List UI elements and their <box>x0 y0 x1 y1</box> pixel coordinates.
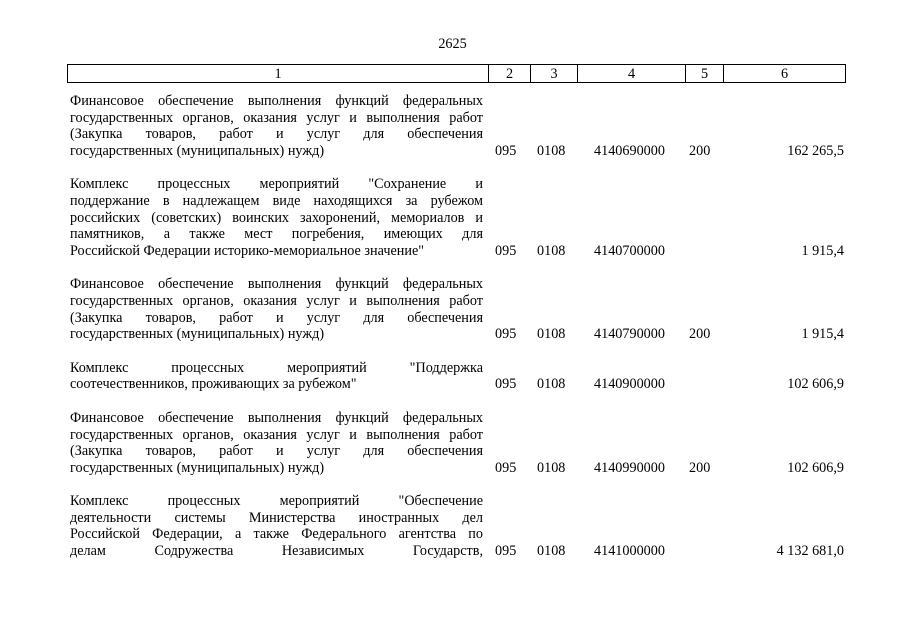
target-article-code: 4140700000 <box>594 242 665 259</box>
budget-rows <box>0 93 905 577</box>
ministry-code: 095 <box>495 543 517 560</box>
row-description <box>70 176 483 259</box>
description-line: государственных органов, оказания услуг и выполнения работ <box>70 292 483 309</box>
table-row <box>0 493 905 559</box>
description-line: Комплекс процессных мероприятий "Обеспечение <box>70 493 483 510</box>
column-header-3: 3 <box>531 65 578 83</box>
expense-type-code: 200 <box>689 142 711 159</box>
column-header-2: 2 <box>489 65 531 83</box>
description-line: деятельности системы Министерства иностранных дел <box>70 509 483 526</box>
table-row <box>0 176 905 259</box>
column-header-table <box>67 64 846 83</box>
column-header-1: 1 <box>68 65 489 83</box>
description-line: Финансовое обеспечение выполнения функций федеральных <box>70 409 483 426</box>
description-line: Финансовое обеспечение выполнения функций федеральных <box>70 276 483 293</box>
description-line: Комплекс процессных мероприятий "Поддержка <box>70 359 483 376</box>
description-line: Финансовое обеспечение выполнения функций федеральных <box>70 93 483 109</box>
amount: 1 915,4 <box>801 326 844 343</box>
table-row <box>0 360 905 393</box>
section-code: 0108 <box>537 376 566 393</box>
section-code: 0108 <box>537 543 566 560</box>
target-article-code: 4141000000 <box>594 543 665 560</box>
target-article-code: 4140690000 <box>594 142 665 159</box>
table-row <box>0 276 905 342</box>
page-number: 2625 <box>438 36 467 52</box>
description-line: Российской Федерации историко-мемориальное значение" <box>70 242 425 259</box>
row-description <box>70 410 483 476</box>
section-code: 0108 <box>537 326 566 343</box>
description-line: соотечественников, проживающих за рубежом" <box>70 376 357 393</box>
column-header-4: 4 <box>578 65 686 83</box>
description-line: государственных органов, оказания услуг и выполнения работ <box>70 426 483 443</box>
amount: 4 132 681,0 <box>776 543 844 560</box>
ministry-code: 095 <box>495 142 517 159</box>
description-line: поддержание в надлежащем виде находящихся за рубежом <box>70 192 483 209</box>
ministry-code: 095 <box>495 376 517 393</box>
description-line: государственных органов, оказания услуг и выполнения работ <box>70 109 483 126</box>
expense-type-code: 200 <box>689 326 711 343</box>
description-line: (Закупка товаров, работ и услуг для обеспечения <box>70 309 483 326</box>
amount: 162 265,5 <box>787 142 844 159</box>
table-row <box>0 93 905 159</box>
description-line: (Закупка товаров, работ и услуг для обеспечения <box>70 126 483 143</box>
description-line: Комплекс процессных мероприятий "Сохранение и <box>70 176 483 193</box>
description-line: делам Содружества Независимых Государств, <box>70 543 483 560</box>
row-description <box>70 360 483 393</box>
target-article-code: 4140790000 <box>594 326 665 343</box>
column-header-6: 6 <box>724 65 846 83</box>
table-row <box>0 410 905 476</box>
ministry-code: 095 <box>495 242 517 259</box>
amount: 102 606,9 <box>787 376 844 393</box>
description-line: государственных (муниципальных) нужд) <box>70 459 325 476</box>
section-code: 0108 <box>537 242 566 259</box>
description-line: государственных (муниципальных) нужд) <box>70 326 325 343</box>
row-description <box>70 93 483 159</box>
column-header-5: 5 <box>686 65 724 83</box>
description-line: Российской Федерации, а также Федерального агентства по <box>70 526 483 543</box>
amount: 102 606,9 <box>787 459 844 476</box>
description-line: государственных (муниципальных) нужд) <box>70 142 325 159</box>
amount: 1 915,4 <box>801 242 844 259</box>
column-header-row <box>68 65 846 83</box>
ministry-code: 095 <box>495 326 517 343</box>
target-article-code: 4140900000 <box>594 376 665 393</box>
description-line: памятников, а также мест погребения, имеющих для <box>70 226 483 243</box>
section-code: 0108 <box>537 459 566 476</box>
description-line: российских (советских) воинских захоронений, мемориалов и <box>70 209 483 226</box>
row-description <box>70 276 483 342</box>
description-line: (Закупка товаров, работ и услуг для обеспечения <box>70 443 483 460</box>
expense-type-code: 200 <box>689 459 711 476</box>
target-article-code: 4140990000 <box>594 459 665 476</box>
row-description <box>70 493 483 559</box>
section-code: 0108 <box>537 142 566 159</box>
ministry-code: 095 <box>495 459 517 476</box>
